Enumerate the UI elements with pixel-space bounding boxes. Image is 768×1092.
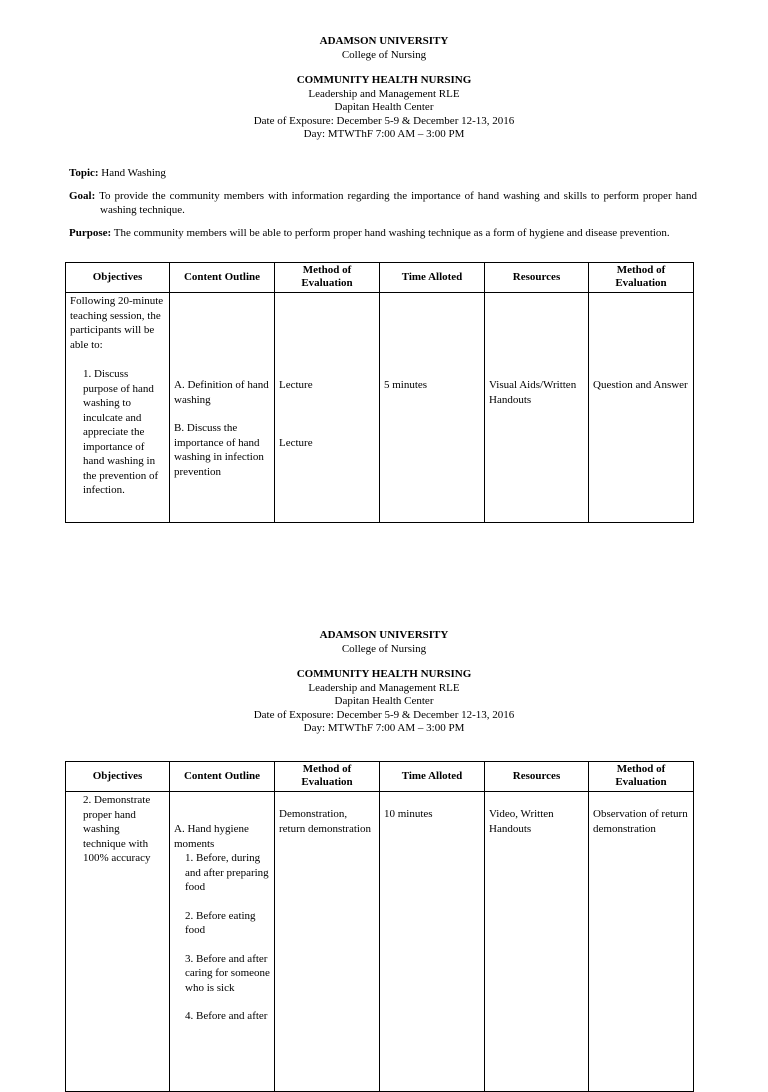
- moment-4: 4. Before and after: [185, 1010, 268, 1022]
- method-a: Lecture: [279, 379, 313, 391]
- header-time-alloted: Time Alloted: [380, 263, 485, 293]
- course-title: COMMUNITY HEALTH NURSING: [296, 668, 472, 680]
- university-name: ADAMSON UNIVERSITY: [319, 629, 449, 641]
- subject-title: Leadership and Management RLE: [308, 681, 460, 694]
- moment-2: 2. Before eating food: [185, 909, 256, 936]
- moment-1: 1. Before, during and after preparing food: [185, 852, 269, 893]
- header-method-of-evaluation: Method of Evaluation: [275, 263, 380, 293]
- table-row: [66, 792, 694, 1092]
- lesson-plan-table-1: [65, 262, 694, 523]
- lesson-plan-table-2: [65, 761, 694, 1092]
- moment-3: 3. Before and after caring for someone who is sick: [185, 952, 270, 994]
- time-alloted: 10 minutes: [384, 808, 433, 820]
- header-content-outline: Content Outline: [170, 762, 275, 792]
- objective-1: 1. Discuss purpose of hand washing to inculcate and appreciate the importance of hand washing in the prevention of infection.: [83, 368, 159, 496]
- goal-text: To provide the community members with information regarding the importance of hand washing and skills to perform proper hand washing technique.: [99, 190, 697, 216]
- topic-line: [69, 166, 697, 180]
- table-header-row: [66, 762, 694, 792]
- goal-line: [69, 189, 697, 217]
- college-name: College of Nursing: [341, 48, 427, 61]
- page-header-2: [0, 629, 768, 736]
- method-b: Lecture: [279, 436, 313, 449]
- university-name: ADAMSON UNIVERSITY: [319, 35, 449, 47]
- objectives-cell: [66, 792, 170, 1092]
- header-evaluation: Method of Evaluation: [589, 263, 694, 293]
- content-a: A. Hand hygiene moments: [174, 823, 249, 850]
- purpose-label: Purpose:: [69, 227, 112, 239]
- time-cell: [380, 293, 485, 523]
- exposure-date: Date of Exposure: December 5-9 & December 12-13, 2016: [253, 114, 515, 127]
- table-row: [66, 293, 694, 523]
- evaluation-cell: [589, 293, 694, 523]
- content-a: A. Definition of hand washing: [174, 379, 269, 406]
- goal-label: Goal:: [69, 190, 96, 202]
- table-header-row: [66, 263, 694, 293]
- resources: Video, Written Handouts: [489, 808, 554, 835]
- topic-text: Hand Washing: [101, 167, 166, 179]
- page-header-1: [0, 35, 768, 142]
- method-cell: [275, 792, 380, 1092]
- evaluation-cell: [589, 792, 694, 1092]
- subject-title: Leadership and Management RLE: [308, 87, 460, 100]
- method: Demonstration, return demonstration: [279, 808, 371, 835]
- venue: Dapitan Health Center: [334, 101, 434, 113]
- evaluation: Observation of return demonstration: [593, 808, 688, 835]
- resources-cell: [485, 293, 589, 523]
- header-objectives: Objectives: [66, 762, 170, 792]
- objective-intro: Following 20-minute teaching session, the participants will be able to:: [70, 295, 164, 351]
- content-outline-cell: [170, 792, 275, 1092]
- objectives-cell: [66, 293, 170, 523]
- college-name: College of Nursing: [341, 642, 427, 655]
- header-method-of-evaluation: Method of Evaluation: [275, 762, 380, 792]
- header-evaluation: Method of Evaluation: [589, 762, 694, 792]
- purpose-line: [69, 226, 697, 240]
- time-cell: [380, 792, 485, 1092]
- resources-cell: [485, 792, 589, 1092]
- exposure-day: Day: MTWThF 7:00 AM – 3:00 PM: [303, 128, 465, 140]
- resources: Visual Aids/Written Handouts: [489, 379, 577, 406]
- header-content-outline: Content Outline: [170, 263, 275, 293]
- content-b: B. Discuss the importance of hand washing in infection prevention: [174, 422, 264, 478]
- topic-label: Topic:: [69, 167, 99, 179]
- time-alloted: 5 minutes: [384, 379, 428, 391]
- method-cell: [275, 293, 380, 523]
- purpose-text: The community members will be able to perform proper hand washing technique as a form of hygiene and disease prevention.: [113, 227, 670, 239]
- evaluation: Question and Answer: [593, 379, 688, 391]
- content-outline-cell: [170, 293, 275, 523]
- header-resources: Resources: [485, 263, 589, 293]
- header-resources: Resources: [485, 762, 589, 792]
- header-objectives: Objectives: [66, 263, 170, 293]
- course-title: COMMUNITY HEALTH NURSING: [296, 74, 472, 86]
- venue: Dapitan Health Center: [334, 695, 434, 707]
- header-time-alloted: Time Alloted: [380, 762, 485, 792]
- objective-2: 2. Demonstrate proper hand washing technique with 100% accuracy: [83, 794, 151, 864]
- exposure-date: Date of Exposure: December 5-9 & December 12-13, 2016: [253, 708, 515, 721]
- exposure-day: Day: MTWThF 7:00 AM – 3:00 PM: [303, 722, 465, 734]
